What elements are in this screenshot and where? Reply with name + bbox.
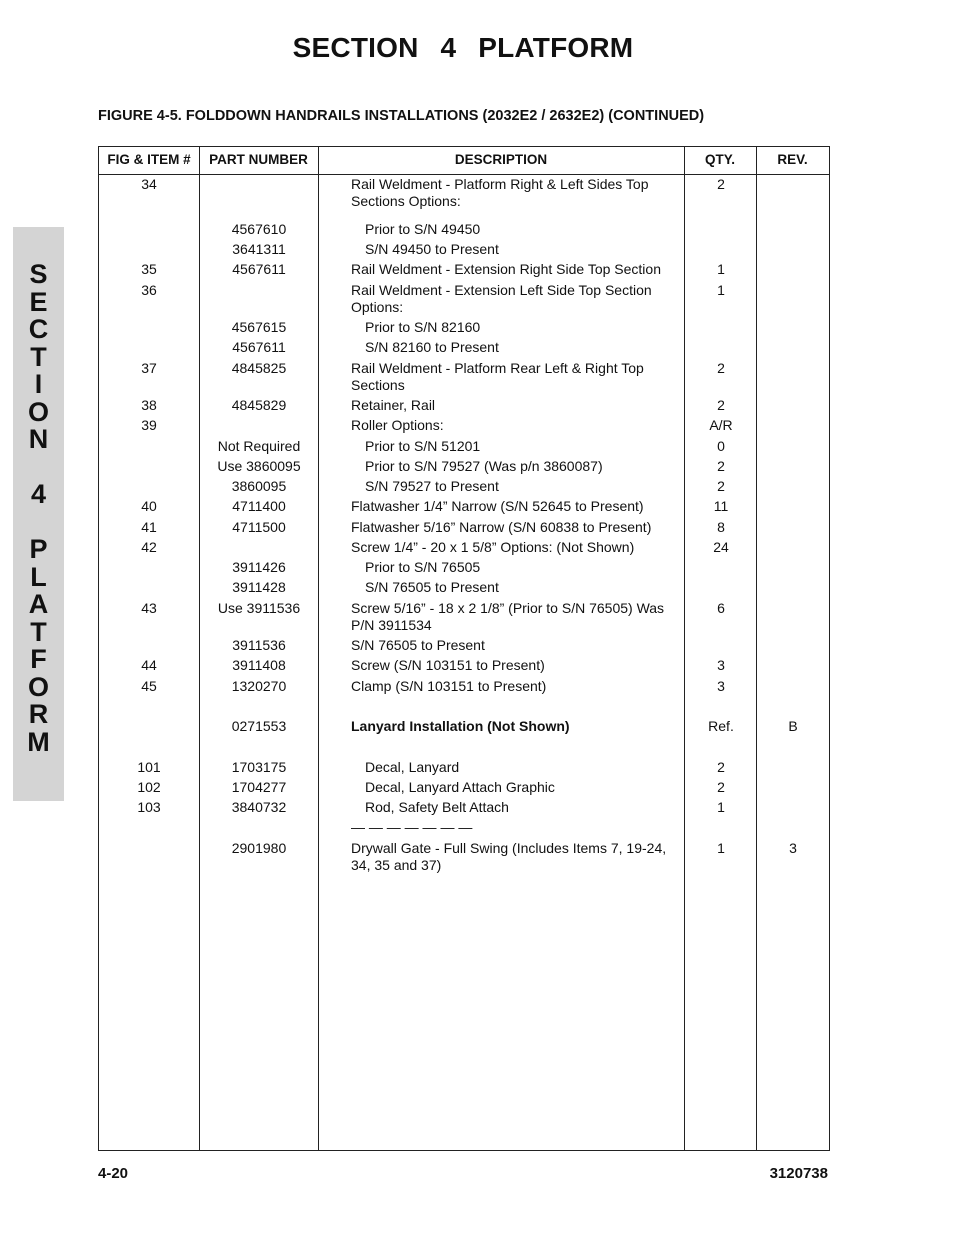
cell-description: Rail Weldment - Extension Left Side Top Section Options:: [351, 282, 652, 315]
cell-qty: 1: [717, 799, 725, 815]
cell-item-number: 102: [137, 779, 161, 795]
cell-description: Prior to S/N 51201: [365, 438, 481, 454]
cell-qty: 2: [717, 458, 725, 474]
cell-qty: 1: [717, 840, 725, 856]
side-tab-letter: P: [29, 534, 48, 564]
side-tab-letter: S: [29, 259, 48, 289]
side-tab-letter: A: [28, 589, 49, 619]
section-side-tab: [13, 227, 64, 801]
side-tab-letter: E: [29, 286, 48, 317]
column-header-rev: REV.: [777, 152, 808, 167]
column-header-qty: QTY.: [704, 152, 735, 167]
cell-part-number: 4567611: [232, 339, 286, 355]
cell-description: Rod, Safety Belt Attach: [365, 799, 509, 815]
cell-qty: 2: [717, 360, 725, 376]
side-tab-letter: O: [27, 671, 49, 702]
cell-description: Prior to S/N 79527 (Was p/n 3860087): [365, 458, 603, 474]
cell-part-number: 3641311: [232, 241, 286, 257]
cell-description: S/N 76505 to Present: [365, 579, 499, 595]
side-tab-letter: R: [28, 699, 49, 729]
cell-part-number: 0271553: [231, 718, 287, 734]
cell-qty: 2: [717, 759, 725, 775]
cell-part-number: 4567615: [231, 319, 287, 335]
column-divider: [318, 147, 319, 1150]
side-tab-letter: T: [30, 341, 47, 372]
cell-description: — — — — — — —: [351, 819, 473, 835]
column-header-part-number: PART NUMBER: [209, 152, 308, 167]
cell-description: Flatwasher 1/4” Narrow (S/N 52645 to Present): [351, 498, 644, 514]
side-tab-letter: I: [34, 369, 43, 399]
cell-part-number: 4567610: [231, 221, 287, 237]
cell-part-number: 3840732: [231, 799, 287, 815]
cell-description: Drywall Gate - Full Swing (Includes Items 7, 19-24, 34, 35 and 37): [351, 840, 667, 873]
cell-part-number: 4845825: [231, 360, 287, 376]
cell-qty: Ref.: [708, 718, 734, 734]
cell-qty: 2: [717, 397, 725, 413]
cell-description: Screw 1/4” - 20 x 1 5/8” Options: (Not Shown): [351, 539, 635, 555]
cell-description: Prior to S/N 49450: [365, 221, 481, 237]
side-tab-letter: L: [30, 561, 47, 592]
cell-description: Prior to S/N 82160: [365, 319, 481, 335]
cell-part-number: 1703175: [231, 759, 287, 775]
cell-item-number: 35: [141, 261, 157, 277]
cell-item-number: 43: [141, 600, 157, 616]
cell-item-number: 36: [141, 282, 157, 298]
side-tab-letter: N: [28, 424, 49, 454]
side-tab-letter: T: [30, 616, 47, 647]
cell-item-number: 44: [141, 657, 157, 673]
cell-qty: 1: [717, 282, 725, 298]
cell-description: Decal, Lanyard Attach Graphic: [365, 779, 555, 795]
cell-description: Screw (S/N 103151 to Present): [351, 657, 545, 673]
cell-part-number: Use 3860095: [217, 458, 301, 474]
cell-description: Rail Weldment - Platform Right & Left Sides Top Sections Options:: [351, 176, 649, 209]
section-title: SECTION 4 PLATFORM: [292, 32, 634, 63]
cell-item-number: 37: [141, 360, 157, 376]
cell-part-number: 4567611: [232, 261, 286, 277]
cell-description: Decal, Lanyard: [365, 759, 460, 775]
cell-item-number: 38: [141, 397, 157, 413]
cell-part-number: 3911536: [232, 637, 286, 653]
cell-part-number: 1320270: [231, 678, 287, 694]
cell-part-number: 4711500: [232, 519, 286, 535]
cell-description: S/N 82160 to Present: [365, 339, 499, 355]
cell-qty: 6: [717, 600, 725, 616]
cell-description: Rail Weldment - Extension Right Side Top Section: [351, 261, 661, 277]
cell-description: Flatwasher 5/16” Narrow (S/N 60838 to Present): [351, 519, 652, 535]
cell-part-number: Not Required: [217, 438, 301, 454]
cell-qty: 1: [717, 261, 725, 277]
side-tab-letter: C: [28, 314, 49, 344]
cell-description: S/N 49450 to Present: [365, 241, 499, 257]
cell-rev: B: [788, 718, 798, 734]
cell-part-number: 4845829: [231, 397, 287, 413]
table-header-row: [99, 147, 829, 175]
cell-description: Roller Options:: [351, 417, 444, 433]
cell-qty: 24: [713, 539, 729, 555]
cell-part-number: 1704277: [231, 779, 287, 795]
cell-part-number: 3911428: [232, 579, 286, 595]
cell-qty: 11: [713, 498, 729, 514]
cell-qty: 2: [717, 779, 725, 795]
side-tab-letter: F: [30, 644, 47, 674]
cell-description: S/N 76505 to Present: [351, 637, 485, 653]
cell-qty: 3: [717, 678, 725, 694]
cell-qty: 2: [717, 176, 725, 192]
cell-description: Clamp (S/N 103151 to Present): [351, 678, 547, 694]
cell-item-number: 34: [141, 176, 157, 192]
cell-part-number: 2901980: [231, 840, 287, 856]
side-tab-letter: M: [27, 726, 50, 757]
cell-item-number: 45: [141, 678, 157, 694]
cell-item-number: 103: [137, 799, 161, 815]
page-number: 4-20: [98, 1165, 129, 1182]
cell-part-number: 3911408: [232, 657, 286, 673]
cell-qty: 0: [717, 438, 725, 454]
side-tab-letter: O: [27, 396, 49, 427]
cell-description: Rail Weldment - Platform Rear Left & Right Top Sections: [351, 360, 644, 393]
cell-description: S/N 79527 to Present: [365, 478, 499, 494]
cell-item-number: 42: [141, 539, 157, 555]
cell-qty: A/R: [709, 417, 733, 433]
cell-description: Lanyard Installation (Not Shown): [351, 718, 570, 734]
cell-description: Prior to S/N 76505: [365, 559, 481, 575]
cell-qty: 3: [717, 657, 725, 673]
cell-part-number: 3860095: [231, 478, 287, 494]
cell-qty: 8: [717, 519, 725, 535]
side-tab-letter: 4: [30, 479, 47, 509]
cell-part-number: Use 3911536: [217, 600, 301, 616]
figure-title: FIGURE 4-5. FOLDDOWN HANDRAILS INSTALLATIONS (2032E2 / 2632E2) (CONTINUED): [98, 108, 705, 124]
cell-qty: 2: [717, 478, 725, 494]
cell-rev: 3: [789, 840, 797, 856]
cell-item-number: 40: [141, 498, 157, 514]
cell-part-number: 3911426: [232, 559, 286, 575]
cell-part-number: 4711400: [232, 498, 286, 514]
cell-description: Screw 5/16” - 18 x 2 1/8” (Prior to S/N 76505) Was P/N 3911534: [351, 600, 665, 633]
cell-description: Retainer, Rail: [351, 397, 436, 413]
cell-item-number: 41: [141, 519, 157, 535]
cell-item-number: 39: [141, 417, 157, 433]
column-header-item: FIG & ITEM #: [107, 152, 191, 167]
column-header-description: DESCRIPTION: [454, 152, 548, 167]
parts-table: [98, 146, 830, 1151]
cell-item-number: 101: [137, 759, 161, 775]
document-number: 3120738: [769, 1165, 828, 1182]
